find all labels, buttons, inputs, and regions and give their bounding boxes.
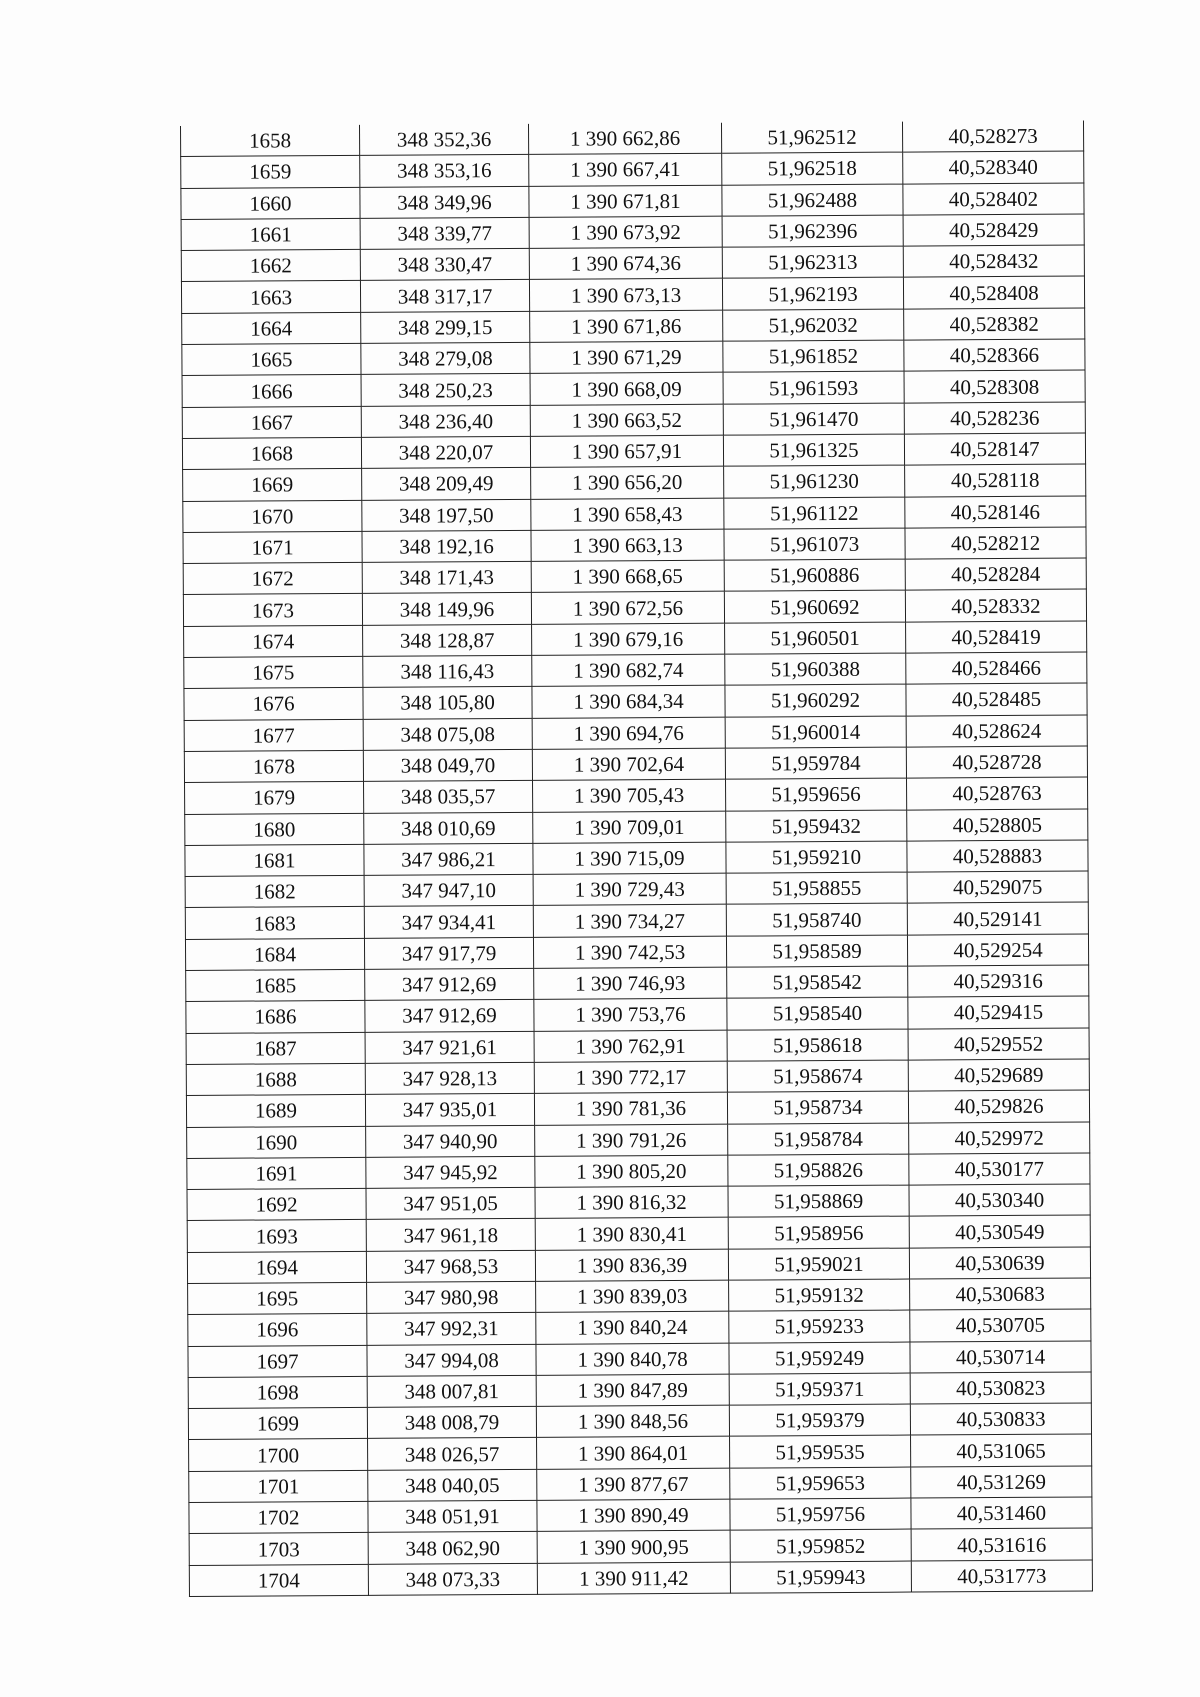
point-number-cell: 1661	[181, 218, 360, 250]
y-coordinate-cell: 1 390 772,17	[534, 1061, 727, 1093]
x-coordinate-cell: 348 171,43	[362, 562, 531, 594]
y-coordinate-cell: 1 390 679,16	[532, 623, 725, 655]
table-row	[186, 1028, 1089, 1065]
point-number-cell: 1660	[181, 187, 360, 219]
y-coordinate-cell: 1 390 702,64	[532, 748, 725, 780]
latitude-cell: 51,959432	[726, 810, 907, 842]
latitude-cell: 51,958869	[728, 1185, 909, 1217]
longitude-cell: 40,529552	[908, 1028, 1089, 1060]
y-coordinate-cell: 1 390 877,67	[537, 1468, 730, 1500]
latitude-cell: 51,962518	[722, 152, 903, 184]
longitude-cell: 40,528624	[906, 715, 1087, 747]
longitude-cell: 40,531616	[911, 1528, 1092, 1560]
longitude-cell: 40,529075	[907, 871, 1088, 903]
latitude-cell: 51,961593	[723, 371, 904, 403]
longitude-cell: 40,528382	[904, 308, 1085, 340]
latitude-cell: 51,958784	[728, 1123, 909, 1155]
x-coordinate-cell: 348 339,77	[360, 217, 529, 249]
y-coordinate-cell: 1 390 715,09	[533, 842, 726, 874]
longitude-cell: 40,529826	[908, 1090, 1089, 1122]
y-coordinate-cell: 1 390 674,36	[529, 247, 722, 279]
x-coordinate-cell: 348 105,80	[363, 687, 532, 719]
y-coordinate-cell: 1 390 840,24	[536, 1311, 729, 1343]
table-row	[188, 1341, 1091, 1378]
point-number-cell: 1695	[188, 1282, 367, 1314]
latitude-cell: 51,959132	[729, 1279, 910, 1311]
x-coordinate-cell: 348 007,81	[367, 1375, 536, 1407]
table-row	[186, 1090, 1089, 1127]
point-number-cell: 1678	[184, 750, 363, 782]
latitude-cell: 51,958618	[727, 1029, 908, 1061]
point-number-cell: 1674	[184, 625, 363, 657]
table-row	[187, 1153, 1090, 1190]
y-coordinate-cell: 1 390 839,03	[536, 1280, 729, 1312]
point-number-cell: 1679	[185, 782, 364, 814]
y-coordinate-cell: 1 390 668,65	[531, 560, 724, 592]
y-coordinate-cell: 1 390 911,42	[537, 1562, 730, 1594]
longitude-cell: 40,528212	[905, 527, 1086, 559]
y-coordinate-cell: 1 390 847,89	[536, 1374, 729, 1406]
point-number-cell: 1671	[183, 531, 362, 563]
x-coordinate-cell: 348 352,36	[359, 124, 528, 156]
table-row	[188, 1278, 1091, 1315]
table-row	[182, 339, 1085, 376]
x-coordinate-cell: 348 220,07	[361, 436, 530, 468]
point-number-cell: 1692	[187, 1188, 366, 1220]
latitude-cell: 51,958542	[727, 966, 908, 998]
table-row	[185, 871, 1088, 908]
table-row	[181, 214, 1084, 251]
table-row	[184, 621, 1087, 658]
x-coordinate-cell: 347 992,31	[367, 1313, 536, 1345]
x-coordinate-cell: 347 945,92	[366, 1156, 535, 1188]
x-coordinate-cell: 347 935,01	[365, 1094, 534, 1126]
point-number-cell: 1685	[186, 969, 365, 1001]
point-number-cell: 1659	[181, 156, 360, 188]
y-coordinate-cell: 1 390 742,53	[533, 936, 726, 968]
longitude-cell: 40,531269	[911, 1466, 1092, 1498]
table-row	[182, 402, 1085, 439]
x-coordinate-cell: 348 299,15	[361, 311, 530, 343]
x-coordinate-cell: 348 040,05	[368, 1469, 537, 1501]
longitude-cell: 40,530714	[910, 1341, 1091, 1373]
table-row	[180, 120, 1083, 156]
y-coordinate-cell: 1 390 900,95	[537, 1531, 730, 1563]
point-number-cell: 1690	[187, 1126, 366, 1158]
latitude-cell: 51,959021	[728, 1248, 909, 1280]
y-coordinate-cell: 1 390 656,20	[531, 466, 724, 498]
y-coordinate-cell: 1 390 791,26	[535, 1124, 728, 1156]
x-coordinate-cell: 348 197,50	[362, 499, 531, 531]
table-row	[183, 496, 1086, 533]
point-number-cell: 1688	[186, 1063, 365, 1095]
table-row	[187, 1215, 1090, 1252]
latitude-cell: 51,958540	[727, 997, 908, 1029]
latitude-cell: 51,961230	[724, 465, 905, 497]
latitude-cell: 51,959656	[726, 778, 907, 810]
point-number-cell: 1658	[180, 125, 359, 157]
x-coordinate-cell: 348 192,16	[362, 530, 531, 562]
point-number-cell: 1682	[185, 876, 364, 908]
y-coordinate-cell: 1 390 667,41	[529, 153, 722, 185]
point-number-cell: 1694	[187, 1251, 366, 1283]
longitude-cell: 40,528273	[902, 120, 1083, 152]
latitude-cell: 51,959535	[730, 1436, 911, 1468]
longitude-cell: 40,529254	[907, 934, 1088, 966]
table-row	[184, 652, 1087, 689]
table-row	[184, 746, 1087, 783]
latitude-cell: 51,959653	[730, 1467, 911, 1499]
latitude-cell: 51,958589	[726, 935, 907, 967]
table-row	[183, 464, 1086, 501]
x-coordinate-cell: 348 353,16	[360, 155, 529, 187]
longitude-cell: 40,531460	[911, 1497, 1092, 1529]
longitude-cell: 40,529316	[908, 965, 1089, 997]
table-row	[181, 245, 1084, 282]
point-number-cell: 1691	[187, 1157, 366, 1189]
table-row	[181, 183, 1084, 220]
point-number-cell: 1701	[189, 1470, 368, 1502]
point-number-cell: 1696	[188, 1314, 367, 1346]
latitude-cell: 51,958674	[727, 1060, 908, 1092]
latitude-cell: 51,958740	[726, 903, 907, 935]
point-number-cell: 1702	[189, 1501, 368, 1533]
y-coordinate-cell: 1 390 816,32	[535, 1186, 728, 1218]
point-number-cell: 1672	[183, 563, 362, 595]
x-coordinate-cell: 347 940,90	[366, 1125, 535, 1157]
y-coordinate-cell: 1 390 672,56	[531, 592, 724, 624]
longitude-cell: 40,530833	[910, 1403, 1091, 1435]
y-coordinate-cell: 1 390 781,36	[534, 1092, 727, 1124]
y-coordinate-cell: 1 390 671,29	[530, 341, 723, 373]
longitude-cell: 40,528429	[903, 214, 1084, 246]
table-row	[187, 1121, 1090, 1158]
x-coordinate-cell: 348 349,96	[360, 186, 529, 218]
x-coordinate-cell: 348 116,43	[363, 655, 532, 687]
point-number-cell: 1666	[182, 375, 361, 407]
latitude-cell: 51,959210	[726, 841, 907, 873]
y-coordinate-cell: 1 390 673,92	[529, 216, 722, 248]
x-coordinate-cell: 348 236,40	[361, 405, 530, 437]
x-coordinate-cell: 348 330,47	[360, 249, 529, 281]
latitude-cell: 51,962313	[722, 246, 903, 278]
longitude-cell: 40,528147	[904, 433, 1085, 465]
table-row	[185, 934, 1088, 971]
y-coordinate-cell: 1 390 684,34	[532, 686, 725, 718]
longitude-cell: 40,530705	[910, 1309, 1091, 1341]
latitude-cell: 51,960501	[725, 622, 906, 654]
table-row	[185, 840, 1088, 877]
latitude-cell: 51,962396	[722, 215, 903, 247]
point-number-cell: 1675	[184, 656, 363, 688]
point-number-cell: 1704	[189, 1564, 368, 1596]
table-row	[189, 1434, 1092, 1471]
point-number-cell: 1673	[183, 594, 362, 626]
y-coordinate-cell: 1 390 840,78	[536, 1343, 729, 1375]
point-number-cell: 1693	[187, 1220, 366, 1252]
x-coordinate-cell: 347 912,69	[365, 968, 534, 1000]
longitude-cell: 40,528308	[904, 370, 1085, 402]
y-coordinate-cell: 1 390 836,39	[535, 1249, 728, 1281]
y-coordinate-cell: 1 390 694,76	[532, 717, 725, 749]
latitude-cell: 51,960014	[725, 716, 906, 748]
longitude-cell: 40,528419	[906, 621, 1087, 653]
x-coordinate-cell: 347 994,08	[367, 1344, 536, 1376]
longitude-cell: 40,528728	[906, 746, 1087, 778]
y-coordinate-cell: 1 390 805,20	[535, 1155, 728, 1187]
x-coordinate-cell: 348 010,69	[364, 812, 533, 844]
point-number-cell: 1700	[189, 1439, 368, 1471]
y-coordinate-cell: 1 390 657,91	[530, 435, 723, 467]
latitude-cell: 51,958956	[728, 1216, 909, 1248]
x-coordinate-cell: 347 968,53	[366, 1250, 535, 1282]
x-coordinate-cell: 348 317,17	[360, 280, 529, 312]
latitude-cell: 51,961073	[724, 528, 905, 560]
table-row	[182, 433, 1085, 470]
table-row	[188, 1403, 1091, 1440]
point-number-cell: 1683	[185, 907, 364, 939]
table-row	[188, 1372, 1091, 1409]
longitude-cell: 40,528466	[906, 652, 1087, 684]
x-coordinate-cell: 347 986,21	[364, 843, 533, 875]
longitude-cell: 40,530549	[909, 1215, 1090, 1247]
table-row	[186, 1059, 1089, 1096]
latitude-cell: 51,961852	[723, 340, 904, 372]
point-number-cell: 1687	[186, 1032, 365, 1064]
longitude-cell: 40,531773	[911, 1560, 1092, 1592]
table-row	[187, 1247, 1090, 1284]
x-coordinate-cell: 348 149,96	[362, 593, 531, 625]
longitude-cell: 40,531065	[911, 1434, 1092, 1466]
point-number-cell: 1662	[181, 250, 360, 282]
point-number-cell: 1676	[184, 688, 363, 720]
y-coordinate-cell: 1 390 663,13	[531, 529, 724, 561]
longitude-cell: 40,529689	[908, 1059, 1089, 1091]
longitude-cell: 40,528402	[903, 183, 1084, 215]
y-coordinate-cell: 1 390 729,43	[533, 873, 726, 905]
table-row	[188, 1309, 1091, 1346]
y-coordinate-cell: 1 390 864,01	[537, 1437, 730, 1469]
longitude-cell: 40,528883	[907, 840, 1088, 872]
latitude-cell: 51,959784	[725, 747, 906, 779]
longitude-cell: 40,528332	[905, 589, 1086, 621]
y-coordinate-cell: 1 390 762,91	[534, 1030, 727, 1062]
latitude-cell: 51,959249	[729, 1342, 910, 1374]
latitude-cell: 51,959233	[729, 1310, 910, 1342]
x-coordinate-cell: 348 035,57	[364, 781, 533, 813]
point-number-cell: 1669	[183, 469, 362, 501]
longitude-cell: 40,528408	[903, 276, 1084, 308]
coordinates-table-body	[180, 120, 1092, 1596]
point-number-cell: 1689	[186, 1095, 365, 1127]
table-row	[182, 370, 1085, 407]
table-row	[183, 589, 1086, 626]
table-row	[189, 1528, 1092, 1565]
x-coordinate-cell: 348 049,70	[363, 749, 532, 781]
x-coordinate-cell: 348 250,23	[361, 374, 530, 406]
x-coordinate-cell: 347 934,41	[364, 906, 533, 938]
longitude-cell: 40,530340	[909, 1184, 1090, 1216]
table-row	[183, 558, 1086, 595]
x-coordinate-cell: 348 128,87	[363, 624, 532, 656]
point-number-cell: 1665	[182, 343, 361, 375]
point-number-cell: 1697	[188, 1345, 367, 1377]
latitude-cell: 51,958734	[727, 1091, 908, 1123]
x-coordinate-cell: 347 961,18	[366, 1219, 535, 1251]
point-number-cell: 1668	[182, 437, 361, 469]
latitude-cell: 51,960292	[725, 684, 906, 716]
table-row	[186, 965, 1089, 1002]
y-coordinate-cell: 1 390 671,86	[530, 310, 723, 342]
latitude-cell: 51,959371	[729, 1373, 910, 1405]
latitude-cell: 51,962193	[722, 278, 903, 310]
longitude-cell: 40,529141	[907, 902, 1088, 934]
longitude-cell: 40,528432	[903, 245, 1084, 277]
y-coordinate-cell: 1 390 709,01	[533, 811, 726, 843]
longitude-cell: 40,528340	[903, 151, 1084, 183]
point-number-cell: 1684	[185, 938, 364, 970]
point-number-cell: 1681	[185, 844, 364, 876]
x-coordinate-cell: 348 051,91	[368, 1500, 537, 1532]
longitude-cell: 40,528236	[904, 402, 1085, 434]
y-coordinate-cell: 1 390 746,93	[534, 967, 727, 999]
x-coordinate-cell: 347 951,05	[366, 1187, 535, 1219]
x-coordinate-cell: 347 917,79	[364, 937, 533, 969]
point-number-cell: 1663	[181, 281, 360, 313]
longitude-cell: 40,530639	[909, 1247, 1090, 1279]
longitude-cell: 40,529972	[909, 1121, 1090, 1153]
table-row	[187, 1184, 1090, 1221]
longitude-cell: 40,530683	[910, 1278, 1091, 1310]
longitude-cell: 40,528485	[906, 683, 1087, 715]
latitude-cell: 51,960886	[724, 559, 905, 591]
y-coordinate-cell: 1 390 753,76	[534, 998, 727, 1030]
y-coordinate-cell: 1 390 663,52	[530, 404, 723, 436]
table-row	[184, 715, 1087, 752]
table-row	[185, 808, 1088, 845]
longitude-cell: 40,528805	[907, 808, 1088, 840]
longitude-cell: 40,528763	[906, 777, 1087, 809]
longitude-cell: 40,528366	[904, 339, 1085, 371]
latitude-cell: 51,959756	[730, 1498, 911, 1530]
longitude-cell: 40,530823	[910, 1372, 1091, 1404]
point-number-cell: 1699	[188, 1408, 367, 1440]
table-row	[185, 902, 1088, 939]
point-number-cell: 1664	[182, 312, 361, 344]
y-coordinate-cell: 1 390 848,56	[536, 1405, 729, 1437]
point-number-cell: 1680	[185, 813, 364, 845]
table-row	[181, 151, 1084, 188]
latitude-cell: 51,962512	[721, 122, 902, 154]
point-number-cell: 1667	[182, 406, 361, 438]
latitude-cell: 51,958855	[726, 872, 907, 904]
point-number-cell: 1670	[183, 500, 362, 532]
latitude-cell: 51,962032	[723, 309, 904, 341]
y-coordinate-cell: 1 390 662,86	[528, 123, 721, 155]
y-coordinate-cell: 1 390 830,41	[535, 1218, 728, 1250]
x-coordinate-cell: 348 209,49	[362, 468, 531, 500]
x-coordinate-cell: 347 921,61	[365, 1031, 534, 1063]
y-coordinate-cell: 1 390 734,27	[533, 905, 726, 937]
longitude-cell: 40,528284	[905, 558, 1086, 590]
y-coordinate-cell: 1 390 658,43	[531, 498, 724, 530]
table-row	[185, 777, 1088, 814]
table-row	[186, 996, 1089, 1033]
x-coordinate-cell: 348 062,90	[368, 1532, 537, 1564]
table-row	[189, 1466, 1092, 1503]
longitude-cell: 40,528146	[905, 496, 1086, 528]
table-row	[182, 308, 1085, 345]
latitude-cell: 51,958826	[728, 1154, 909, 1186]
coordinates-table	[180, 120, 1093, 1596]
longitude-cell: 40,528118	[905, 464, 1086, 496]
x-coordinate-cell: 348 026,57	[368, 1438, 537, 1470]
table-row	[184, 683, 1087, 720]
y-coordinate-cell: 1 390 668,09	[530, 373, 723, 405]
latitude-cell: 51,959379	[729, 1404, 910, 1436]
y-coordinate-cell: 1 390 890,49	[537, 1499, 730, 1531]
x-coordinate-cell: 347 912,69	[365, 1000, 534, 1032]
x-coordinate-cell: 348 008,79	[367, 1407, 536, 1439]
x-coordinate-cell: 347 947,10	[364, 874, 533, 906]
y-coordinate-cell: 1 390 673,13	[529, 279, 722, 311]
table-row	[189, 1560, 1092, 1597]
latitude-cell: 51,961122	[724, 497, 905, 529]
latitude-cell: 51,961470	[723, 403, 904, 435]
latitude-cell: 51,960692	[724, 591, 905, 623]
y-coordinate-cell: 1 390 682,74	[532, 654, 725, 686]
table-row	[189, 1497, 1092, 1534]
x-coordinate-cell: 348 075,08	[363, 718, 532, 750]
x-coordinate-cell: 347 980,98	[367, 1281, 536, 1313]
latitude-cell: 51,960388	[725, 653, 906, 685]
point-number-cell: 1703	[189, 1533, 368, 1565]
latitude-cell: 51,959943	[730, 1561, 911, 1593]
latitude-cell: 51,959852	[730, 1529, 911, 1561]
table-row	[183, 527, 1086, 564]
x-coordinate-cell: 347 928,13	[365, 1062, 534, 1094]
y-coordinate-cell: 1 390 705,43	[533, 779, 726, 811]
longitude-cell: 40,529415	[908, 996, 1089, 1028]
longitude-cell: 40,530177	[909, 1153, 1090, 1185]
point-number-cell: 1686	[186, 1001, 365, 1033]
x-coordinate-cell: 348 073,33	[368, 1563, 537, 1595]
y-coordinate-cell: 1 390 671,81	[529, 185, 722, 217]
latitude-cell: 51,962488	[722, 184, 903, 216]
point-number-cell: 1698	[188, 1376, 367, 1408]
table-row	[181, 276, 1084, 313]
x-coordinate-cell: 348 279,08	[361, 342, 530, 374]
latitude-cell: 51,961325	[723, 434, 904, 466]
point-number-cell: 1677	[184, 719, 363, 751]
